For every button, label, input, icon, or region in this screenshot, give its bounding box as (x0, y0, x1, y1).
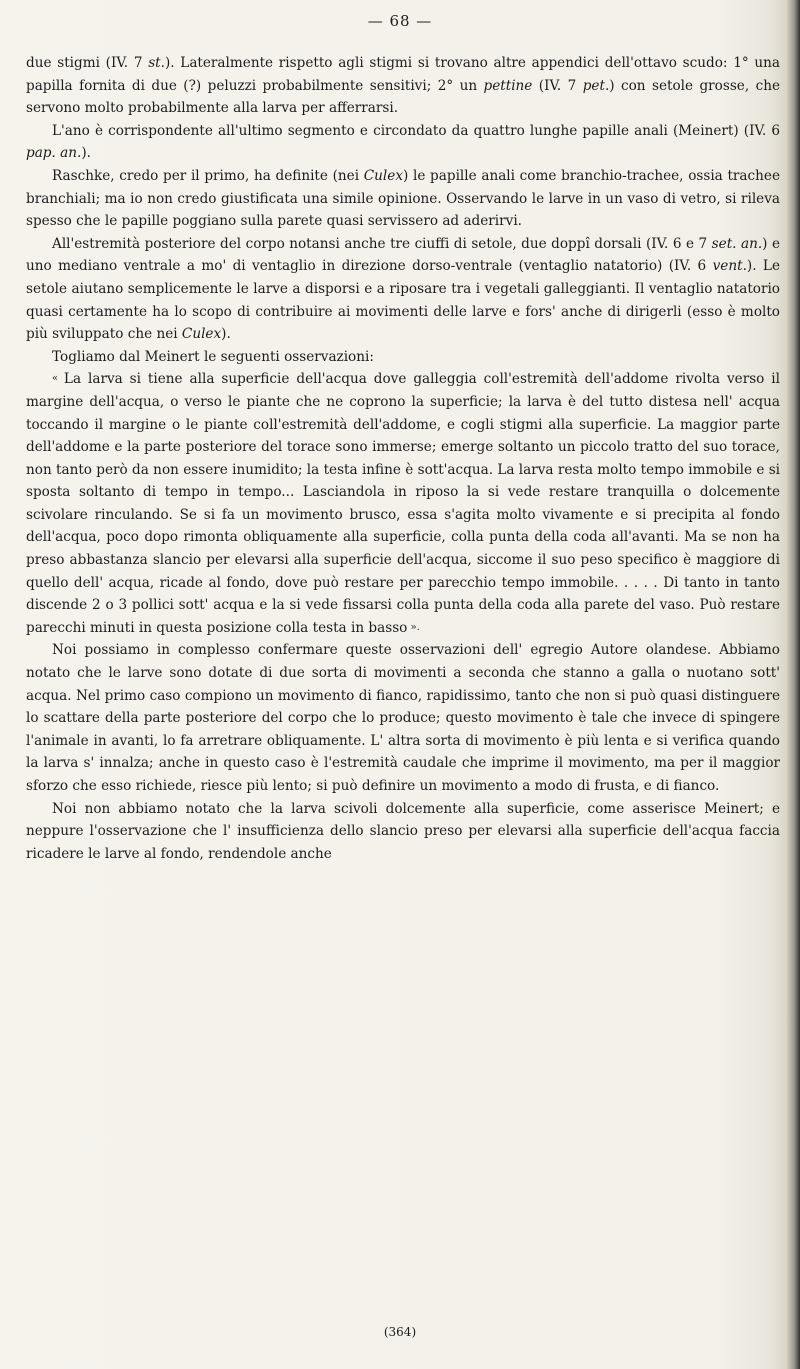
body-text (26, 52, 780, 865)
italic-text: st. (148, 55, 165, 71)
paragraph (26, 52, 780, 120)
paragraph (26, 798, 780, 866)
text-segment: ). (81, 145, 91, 162)
text-segment: All'estremità posteriore del corpo notansi anche tre ciuffi di setole, due doppî dorsali (IV. 6 e 7 (52, 235, 712, 252)
paragraph (26, 233, 780, 346)
signature-mark: (364) (383, 1325, 417, 1339)
paragraph (26, 165, 780, 233)
text-segment: ). Le setole aiutano semplicemente le larve a disporsi e a riposare tra i vegetali galleggianti. Il ventaglio natatorio quasi certamente ha lo scopo di contribuire ai movimenti delle larve e fors' anche di dirigerli (esso è molto più sviluppato che nei (26, 258, 780, 343)
paragraph (26, 368, 780, 639)
paragraph (26, 639, 780, 797)
text-segment: Togliamo dal Meinert le seguenti osservazioni: (52, 348, 374, 365)
italic-text: pettine (483, 77, 533, 94)
page-edge-shadow (786, 0, 800, 1369)
page-number: — 68 — (367, 12, 433, 30)
paragraph (26, 120, 780, 165)
text-segment: ) le papille anali come branchio-trachee, ossia trachee branchiali; ma io non credo giustificata una simile opinione. Osservando le larve in un vaso di vetro, si rileva spesso che le papille poggiano sulla parete quasi servissero ad aderirvi. (26, 167, 780, 230)
text-segment: ). (221, 326, 231, 343)
text-segment: (IV. 7 (532, 77, 583, 94)
text-segment: Noi non abbiamo notato che la larva scivoli dolcemente alla superficie, come asserisce Meinert; e neppure l'osservazione che l' insufficienza dello slancio preso per elevarsi alla superficie dell'acqua faccia ricadere le larve al fondo, rendendole anche (26, 800, 780, 862)
quote-mark: « (52, 373, 64, 385)
italic-text: Culex (181, 326, 222, 343)
italic-text: vent. (712, 258, 747, 275)
text-segment: L'ano è corrispondente all'ultimo segmento e circondato da quattro lunghe papille anali (Meinert) (IV. 6 (52, 122, 780, 139)
text-segment: ) con setole grosse, che servono molto probabilmente alla larva per afferrarsi. (26, 77, 781, 117)
paragraph (26, 346, 780, 369)
italic-text: pap. an. (26, 145, 82, 162)
text-segment: Noi possiamo in complesso confermare queste osservazioni dell' egregio Autore olandese. Abbiamo notato che le larve sono dotate di due sorta di movimenti a seconda che stanno a galla o nuotano sott' acqua. Nel primo caso compiono un movimento di fianco, rapidissimo, tanto che non si può quasi distinguere lo scattare della parte posteriore del corpo che lo produce; questo movimento è tale che invece di spingere l'animale in avanti, lo fa arretrare obliquamente. L' altra sorta di movimento è più lenta e si verifica quando la larva s' innalza; anche in questo caso è l'estremità caudale che imprime il movimento, ma per il maggior sforzo che esso richiede, riesce più lento; si può definire un movimento a modo di frusta, e di fianco. (26, 642, 780, 794)
quote-mark: ». (407, 621, 420, 633)
text-segment: due stigmi (IV. 7 (26, 55, 149, 71)
italic-text: pet. (582, 77, 610, 94)
text-segment: La larva si tiene alla superficie dell'acqua dove galleggia coll'estremità dell'addome rivolta verso il margine dell'acqua, o verso le piante che ne coprono la superficie; la larva è del tutto distesa nell' acqua toccando il margine o le piante coll'estremità dell'addome, e cogli stigmi alla superficie. La maggior parte dell'addome e la parte posteriore del torace sono immerse; emerge soltanto un piccolo tratto del suo torace, non tanto però da non essere inumidito; la testa infine è sott'acqua. La larva resta molto tempo immobile e si sposta soltanto di tempo in tempo... Lasciandola in riposo la si vede restare tranquilla o dolcemente scivolare rinculando. Se si fa un movimento brusco, essa s'agita molto vivamente e si precipita al fondo dell'acqua, poco dopo rimonta obliquamente alla superficie, colla punta della coda all'avanti. Ma se non ha preso abbastanza slancio per elevarsi alla superficie dell'acqua, siccome il suo peso specifico è maggiore di quello dell' acqua, ricade al fondo, dove può restare per parecchio tempo immobile. . . . . Di tanto in tanto discende 2 o 3 pollici sott' acqua e la si vede fissarsi colla punta della coda alla parete del vaso. Può restare parecchi minuti in questa posizione colla testa in basso (26, 371, 781, 636)
text-segment: ) e uno mediano ventrale a mo' di ventaglio in direzione dorso-ventrale (ventaglio natatorio) (IV. 6 (26, 235, 780, 275)
text-segment: ). Lateralmente rispetto agli stigmi si trovano altre appendici dell'ottavo scudo: 1° una papilla fornita di due (?) peluzzi probabilmente sensitivi; 2° un (26, 55, 780, 94)
text-segment: Raschke, credo per il primo, ha definite (nei (52, 167, 364, 184)
italic-text: Culex (363, 167, 403, 184)
italic-text: set. an. (711, 235, 763, 252)
